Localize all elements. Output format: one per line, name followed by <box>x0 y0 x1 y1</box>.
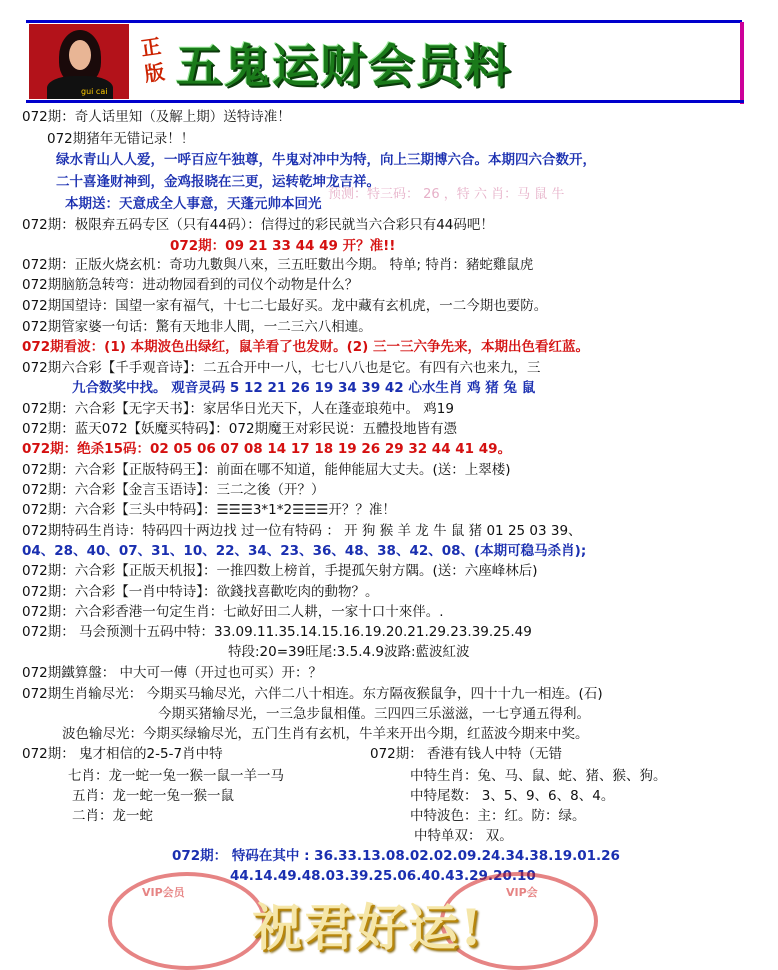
text-line: 072期： 香港有钱人中特（无错 <box>370 746 563 762</box>
text-line: 072期六合彩【千手观音诗】：二五合开中一八，七七八八也是它。有四有六也来九，三 <box>22 360 541 376</box>
text-line: 波色输尽光：今期买绿输尽光，五门生肖有玄机，牛羊来开出今期，红蓝波今期来中奖。 <box>62 726 589 742</box>
text-line: 本期送：天意成全人事意，天蓬元帅本回光 <box>65 196 322 212</box>
photo-tag: gui cai <box>81 87 108 96</box>
photo-face <box>69 40 91 70</box>
text-line: 072期：奇人话里知（及解上期）送特诗准！ <box>22 109 291 125</box>
vip-stamp-left <box>108 872 266 970</box>
text-line: 中特尾数： 3、5、9、6、8、4。 <box>410 788 615 804</box>
text-line: 072期： 特码在其中 : 36.33.13.08.02.02.09.24.34.38.19.01.26 <box>172 848 620 864</box>
text-line: 072期：正版火烧玄机：奇功九數與八來，三五旺數出今期。 特单; 特肖：豬蛇雞鼠虎 <box>22 257 534 273</box>
zhengban-badge: 正版 <box>139 33 167 87</box>
text-line: 今期买猪输尽光，一三急步鼠相僅。三四四三乐滋滋，一七亨通五得利。 <box>158 706 590 722</box>
vip-stamp-left-text: VIP会员 <box>142 886 185 899</box>
text-line: 072期特码生肖诗：特码四十两边找 过一位有特码 ： 开 狗 猴 羊 龙 牛 鼠 猪 01 25 03 39、 <box>22 523 582 539</box>
text-line: 072期：六合彩【正版天机报】：一推四数上榜首，手提孤矢射方隅。(送：六座峰林后) <box>22 563 538 579</box>
text-line: 中特单双： 双。 <box>414 828 513 844</box>
text-line: 072期看波：(1) 本期波色出绿红，鼠羊看了也发财。(2) 三一三六争先来，本期出色看红蓝。 <box>22 339 590 355</box>
text-line: 二十喜逢财神到，金鸡报晓在三更，运转乾坤龙吉祥。 <box>56 174 380 190</box>
text-line: 072期生肖输尽光： 今期买马输尽光，六伴二八十相连。东方隔夜猴鼠争，四十十九一相连。(石) <box>22 686 603 702</box>
avatar-photo <box>29 24 129 99</box>
text-line: 二肖：龙一蛇 <box>72 808 153 824</box>
header-frame-right <box>740 22 744 104</box>
text-line: 072期：蓝天072【妖魔买特码】：072期魔王对彩民说：五體投地皆有憑 <box>22 421 458 437</box>
text-line: 中特波色：主：红。防：绿。 <box>410 808 586 824</box>
page-title: 五鬼运财会员料 <box>176 39 512 93</box>
text-line: 072期管家婆一句话：驚有天地非人間，一二三六八相連。 <box>22 319 372 335</box>
text-line: 44.14.49.48.03.39.25.06.40.43.29.20.10 <box>230 868 536 884</box>
text-line: 072期：六合彩【三头中特码】：☰☰☰3*1*2☰☰☰开？？准！ <box>22 502 396 518</box>
text-line: 04、28、40、07、31、10、22、34、23、36、48、38、42、08、(本期可稳马杀肖); <box>22 543 587 559</box>
text-line: 072期脑筋急转弯：进动物园看到的司仪个动物是什么？ <box>22 277 359 293</box>
text-line: 072期：极限弃五码专区（只有44码）：信得过的彩民就当六合彩只有44码吧！ <box>22 217 494 233</box>
text-line: 072期鐵算盤： 中大可一傳（开过也可买）开：？ <box>22 665 323 681</box>
good-luck-text: 祝君好运! <box>252 898 484 957</box>
text-line: 绿水青山人人爱，一呼百应午独尊，牛鬼对冲中为特，向上三期博六合。本期四六合数开， <box>56 152 596 168</box>
text-line: 072期：09 21 33 44 49 开？准!! <box>170 238 396 254</box>
text-line: 072期：六合彩【正版特码王】：前面在哪不知道，能伸能屈大丈夫。(送：上翠楼) <box>22 462 511 478</box>
text-line: 072期： 鬼才相信的2-5-7肖中特 <box>22 746 223 762</box>
text-line: 九合数奖中找。 观音灵码 5 12 21 26 19 34 39 42 心水生肖 鸡 猪 兔 鼠 <box>72 380 536 396</box>
text-line: 特段:20=39旺尾:3.5.4.9波路:藍波紅波 <box>228 644 470 660</box>
text-line: 072期：六合彩香港一句定生肖：七畝好田二人耕，一家十口十來伴。. <box>22 604 444 620</box>
vip-stamp-right-text: VIP会 <box>506 886 538 899</box>
text-line: 072期： 马会预测十五码中特：33.09.11.35.14.15.16.19.20.21.29.23.39.25.49 <box>22 624 532 640</box>
text-line: 072期猪年无错记录！！ <box>47 131 195 147</box>
text-line: 中特生肖：兔、马、鼠、蛇、猪、猴、狗。 <box>410 768 667 784</box>
faded-smudge-text: 预测：特三码： 26 ，特 六 肖：马 鼠 牛 <box>328 187 565 202</box>
text-line: 072期：六合彩【一肖中特诗】：欲錢找喜歡吃肉的動物？。 <box>22 584 379 600</box>
text-line: 072期：绝杀15码：02 05 06 07 08 14 17 18 19 26 29 32 44 41 49。 <box>22 441 512 457</box>
text-line: 五肖：龙一蛇一兔一猴一鼠 <box>72 788 234 804</box>
text-line: 072期：六合彩【金言玉语诗】：三二之後（开？） <box>22 482 325 498</box>
text-line: 072期国望诗：国望一家有福气，十七二七最好买。龙中藏有玄机虎，一二今期也要防。 <box>22 298 548 314</box>
header-frame-bottom <box>26 100 744 103</box>
text-line: 072期：六合彩【无字天书】：家居华日光天下，人在蓬壶琅苑中。 鸡19 <box>22 401 454 417</box>
text-line: 七肖：龙一蛇一兔一猴一鼠一羊一马 <box>68 768 284 784</box>
header-frame-top <box>26 20 742 23</box>
